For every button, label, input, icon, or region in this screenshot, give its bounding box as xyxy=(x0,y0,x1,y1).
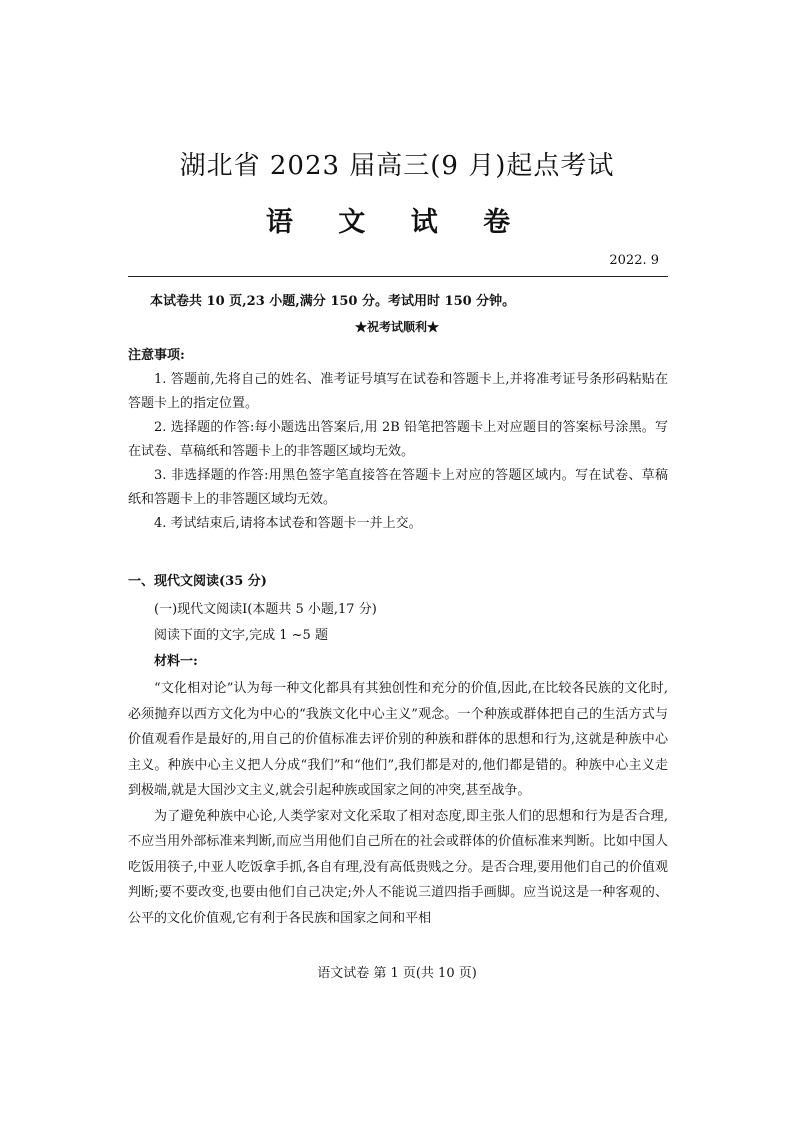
reading-instruction: 阅读下面的文字,完成 1 ~5 题 xyxy=(154,628,328,643)
passage-text xyxy=(128,676,668,931)
note-item: 2. 选择题的作答:每小题选出答案后,用 2B 铅笔把答题卡上对应题目的答案标号涂黑。写在试卷、草稿纸和答题卡上的非答题区域均无效。 xyxy=(128,420,668,459)
note-item: 1. 答题前,先将自己的姓名、准考证号填写在试卷和答题卡上,并将准考证号条形码粘贴在答题卡上的指定位置。 xyxy=(128,372,668,411)
note-item: 3. 非选择题的作答:用黑色签字笔直接答在答题卡上对应的答题区域内。写在试卷、草稿纸和答题卡上的非答题区域均无效。 xyxy=(128,468,668,507)
passage-paragraph: 为了避免种族中心论,人类学家对文化采取了相对态度,即主张人们的思想和行为是否合理,不应当用外部标准来判断,而应当用他们自己所在的社会或群体的价值标准来判断。比如中国人吃饭用筷子,中亚人吃饭拿手抓,各自有理,没有高低贵贱之分。是否合理,要用他们自己的价值观判断;要不要改变,也要由他们自己决定;外人不能说三道四指手画脚。应当说这是一种客观的、公平的文化价值观,它有利于各民族和国家之间和平相 xyxy=(128,808,668,926)
exam-date: 2022. 9 xyxy=(609,253,659,268)
subsection-heading: (一)现代文阅读Ⅰ(本题共 5 小题,17 分) xyxy=(154,602,377,617)
exam-summary: 本试卷共 10 页,23 小题,满分 150 分。考试用时 150 分钟。 xyxy=(150,294,516,309)
notes-heading: 注意事项: xyxy=(128,348,185,363)
good-luck-banner: ★祝考试顺利★ xyxy=(354,320,439,334)
notes-list xyxy=(128,368,668,536)
exam-title: 湖北省 2023 届高三(9 月)起点考试 xyxy=(179,151,615,181)
passage-paragraph: “文化相对论”认为每一种文化都具有其独创性和充分的价值,因此,在比较各民族的文化时,必须抛弃以西方文化为中心的“我族文化中心主义”观念。一个种族或群体把自己的生活方式与价值观看作是最好的,用自己的价值标准去评价别的种族和群体的思想和行为,这就是种族中心主义。种族中心主义把人分成“我们”和“他们”,我们都是对的,他们都是错的。种族中心主义走到极端,就是大国沙文主义,就会引起种族或国家之间的冲突,甚至战争。 xyxy=(128,681,668,798)
section-heading: 一、现代文阅读(35 分) xyxy=(128,574,267,589)
header-divider xyxy=(128,276,668,277)
material-label: 材料一: xyxy=(154,654,198,669)
page-footer: 语文试卷 第 1 页(共 10 页) xyxy=(317,966,477,981)
exam-subject-title: 语 文 试 卷 xyxy=(265,207,529,238)
note-item: 4. 考试结束后,请将本试卷和答题卡一并上交。 xyxy=(154,516,422,531)
